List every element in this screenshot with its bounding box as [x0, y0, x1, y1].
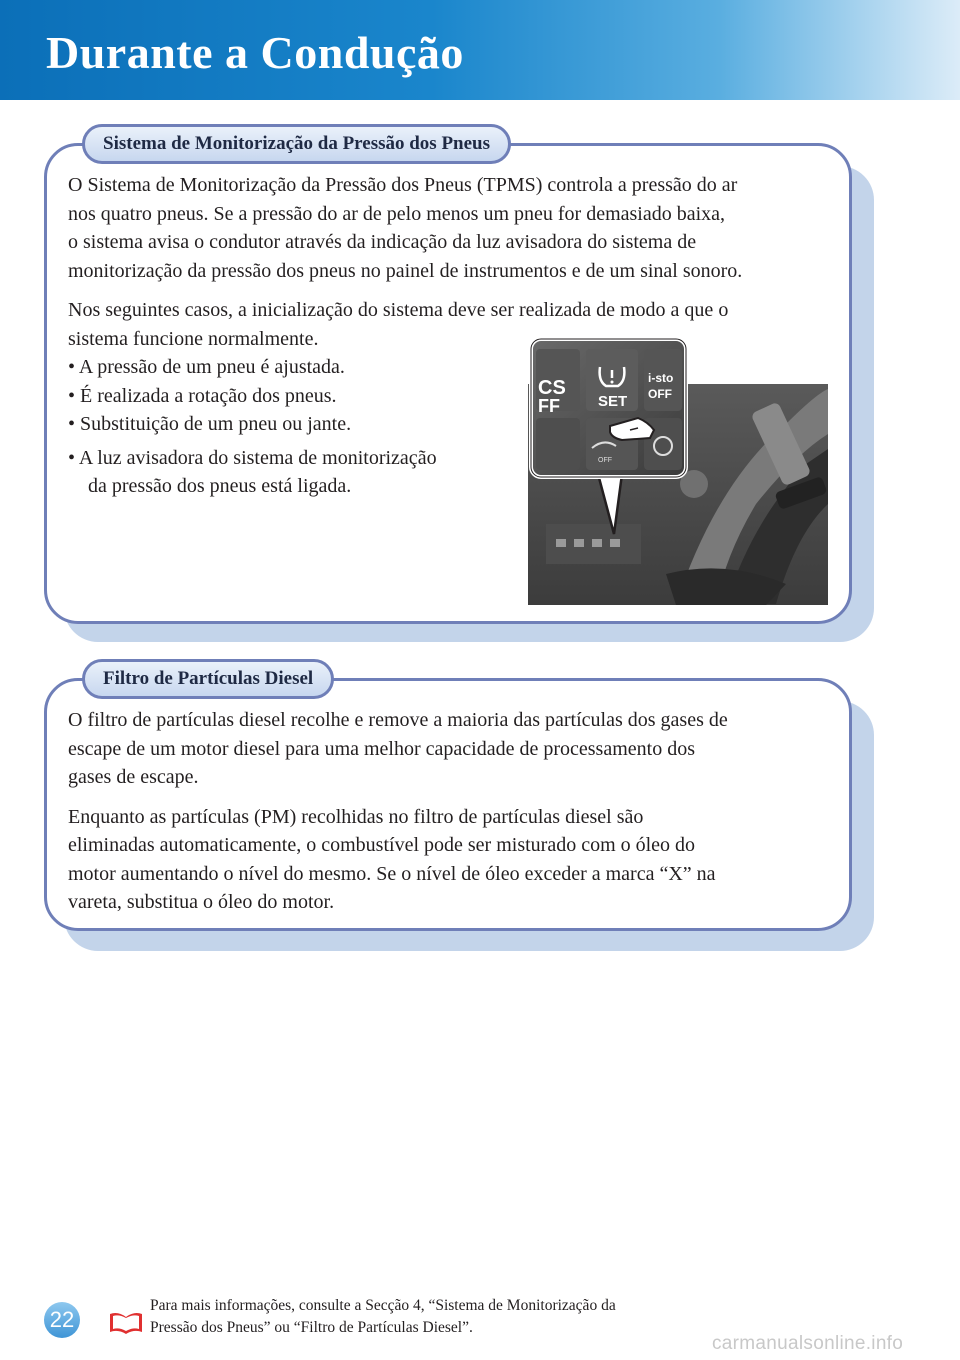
set-label: SET — [598, 393, 628, 410]
text-line: o sistema avisa o condutor através da indicação da luz avisadora do sistema de — [68, 231, 697, 253]
page-title: Durante a Condução — [46, 27, 464, 78]
text-line: O filtro de partículas diesel recolhe e remove a maioria das partículas dos gases de — [68, 709, 728, 731]
bullet-item: • É realizada a rotação dos pneus. — [68, 384, 337, 407]
bullet-item: • Substituição de um pneu ou jante. — [68, 413, 352, 435]
off-label: FF — [538, 396, 560, 416]
istop-off-label: OFF — [648, 387, 672, 401]
dpf-paragraph-1 — [68, 706, 838, 792]
text-line: Enquanto as partículas (PM) recolhidas no filtro de partículas diesel são — [68, 805, 644, 828]
text-line: vareta, substitua o óleo do motor. — [68, 891, 335, 913]
dpf-section-tab: Filtro de Partículas Diesel — [82, 659, 334, 699]
text-line: monitorização da pressão dos pneus no painel de instrumentos e de um sinal sonoro. — [68, 259, 743, 282]
reference-note-line: Pressão dos Pneus” ou “Filtro de Partículas Diesel”. — [150, 1319, 473, 1336]
text-line: escape de um motor diesel para uma melhor capacidade de processamento dos — [68, 737, 695, 760]
text-line: motor aumentando o nível do mesmo. Se o nível de óleo exceder a marca “X” na — [68, 862, 716, 885]
reference-note — [150, 1295, 616, 1339]
bullet-item: • A luz avisadora do sistema de monitorização — [68, 446, 437, 469]
off-small-label: OFF — [598, 457, 612, 464]
dpf-text — [68, 706, 838, 917]
dpf-paragraph-2 — [68, 803, 838, 917]
book-icon — [108, 1311, 144, 1335]
bullet-item-continuation: da pressão dos pneus está ligada. — [88, 475, 352, 497]
text-line: gases de escape. — [68, 766, 199, 788]
text-line: nos quatro pneus. Se a pressão do ar de pelo menos um pneu for demasiado baixa, — [68, 202, 726, 225]
text-line: sistema funcione normalmente. — [68, 327, 319, 350]
page-header — [0, 0, 960, 100]
tpms-set-switch-photo — [526, 334, 856, 609]
text-line: Nos seguintes casos, a inicialização do sistema deve ser realizada de modo a que o — [68, 299, 729, 321]
watermark: carmanualsonline.info — [712, 1333, 904, 1354]
reference-note-line: Para mais informações, consulte a Secção 4, “Sistema de Monitorização da — [150, 1297, 616, 1314]
page-number: 22 — [44, 1302, 80, 1338]
tpms-section-tab: Sistema de Monitorização da Pressão dos Pneus — [82, 124, 511, 164]
tpms-paragraph-1 — [68, 171, 838, 285]
istop-label: i-sto — [648, 371, 674, 385]
text-line: O Sistema de Monitorização da Pressão dos Pneus (TPMS) controla a pressão do ar — [68, 174, 738, 196]
text-line: eliminadas automaticamente, o combustível pode ser misturado com o óleo do — [68, 834, 696, 856]
cs-label: CS — [538, 377, 566, 399]
bullet-item: • A pressão de um pneu é ajustada. — [68, 356, 345, 378]
